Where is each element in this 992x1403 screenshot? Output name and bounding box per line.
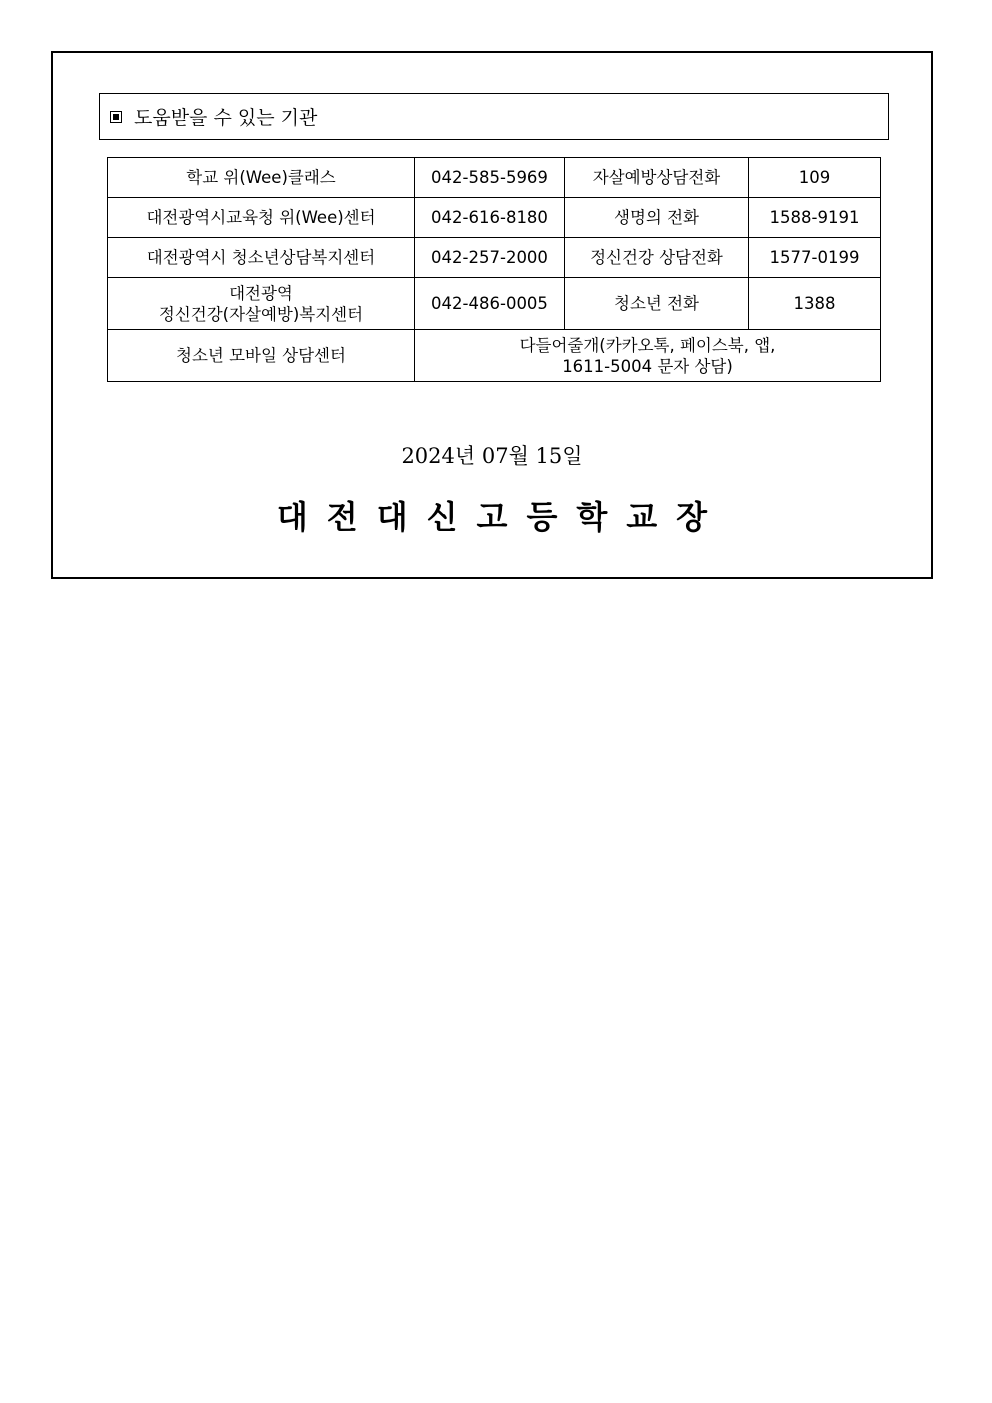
section-header xyxy=(99,93,889,140)
table-row xyxy=(108,278,881,330)
service-number-cell: 1388 xyxy=(749,278,881,330)
help-organizations-table xyxy=(107,157,881,382)
service-name-cell: 정신건강 상담전화 xyxy=(565,238,749,278)
school-principal-signature: 대전대신고등학교장 xyxy=(276,498,727,536)
org-phone-cell: 042-585-5969 xyxy=(415,158,565,198)
table-row xyxy=(108,158,881,198)
mobile-counseling-info-cell xyxy=(415,330,881,382)
service-number-cell: 1588-9191 xyxy=(749,198,881,238)
table-row xyxy=(108,330,881,382)
table-row xyxy=(108,198,881,238)
info-line-2: 1611-5004 문자 상담) xyxy=(562,356,733,376)
org-phone-cell: 042-257-2000 xyxy=(415,238,565,278)
service-number-cell: 1577-0199 xyxy=(749,238,881,278)
org-name-cell: 학교 위(Wee)클래스 xyxy=(108,158,415,198)
service-name-cell: 생명의 전화 xyxy=(565,198,749,238)
square-bullet-icon xyxy=(110,111,122,123)
org-name-cell xyxy=(108,278,415,330)
table-row xyxy=(108,238,881,278)
service-number-cell: 109 xyxy=(749,158,881,198)
service-name-cell: 자살예방상담전화 xyxy=(565,158,749,198)
document-date: 2024년 07월 15일 xyxy=(401,444,583,468)
info-line-1: 다들어줄개(카카오톡, 페이스북, 앱, xyxy=(519,335,776,355)
org-name-cell: 대전광역시교육청 위(Wee)센터 xyxy=(108,198,415,238)
service-name-cell: 청소년 전화 xyxy=(565,278,749,330)
org-name-cell: 대전광역시 청소년상담복지센터 xyxy=(108,238,415,278)
org-name-line-2: 정신건강(자살예방)복지센터 xyxy=(158,304,364,324)
org-name-cell: 청소년 모바일 상담센터 xyxy=(108,330,415,382)
org-name-line-1: 대전광역 xyxy=(229,283,293,303)
section-title: 도움받을 수 있는 기관 xyxy=(134,107,318,129)
org-phone-cell: 042-616-8180 xyxy=(415,198,565,238)
org-phone-cell: 042-486-0005 xyxy=(415,278,565,330)
